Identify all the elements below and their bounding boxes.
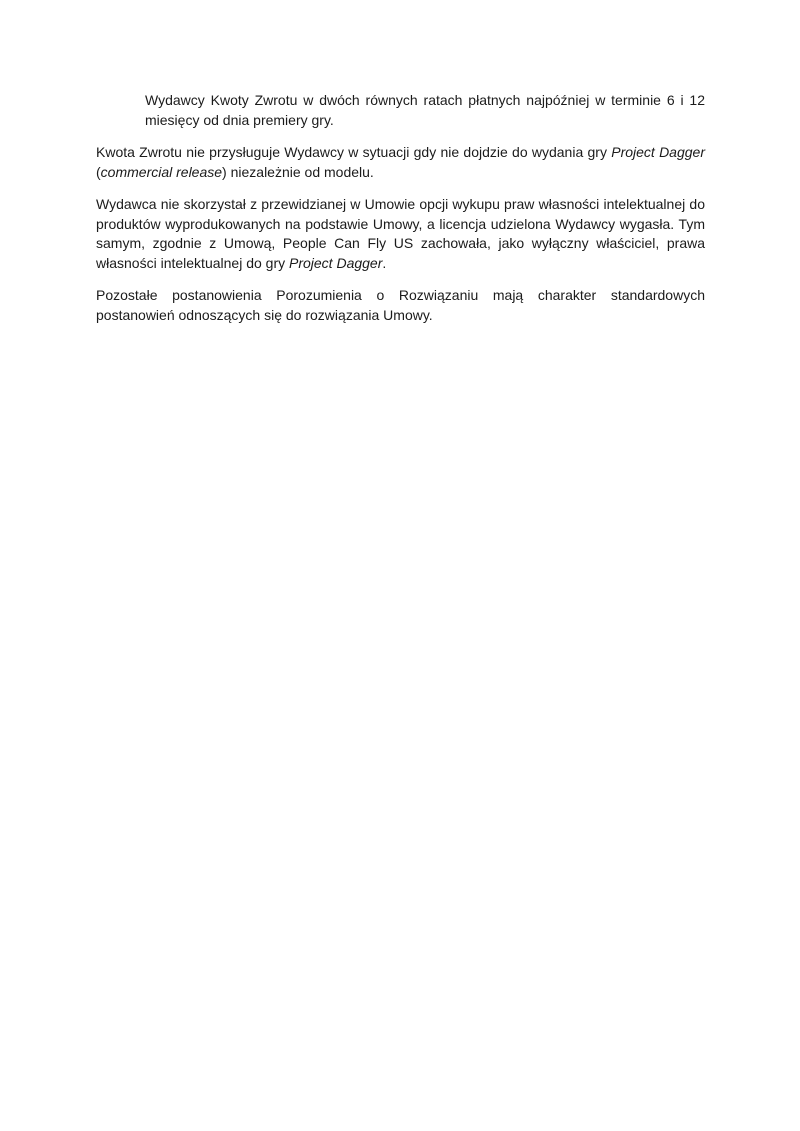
paragraph-refund-condition: [96, 143, 705, 182]
italic-text-run: Project Dagger: [289, 254, 383, 271]
text-run: (: [96, 163, 101, 180]
text-run: Wydawca nie skorzystał z przewidzianej w Umowie opcji wykupu praw własności intelektualnej do produktów wyprodukowanych na podstawie Umowy, a licencja udzielona Wydawcy wygasła. Tym samym, zgodnie z Umową, People Can Fly US zachowała, jako wyłączny właściciel, prawa własności intelektualnej do gry: [96, 196, 705, 271]
italic-text-run: commercial release: [100, 163, 223, 180]
paragraph-remaining-provisions: [96, 286, 705, 325]
text-run: ) niezależnie od modelu.: [222, 163, 374, 180]
paragraph-refund-installments: [145, 91, 705, 130]
paragraph-ip-rights: [96, 195, 705, 273]
text-run: Wydawcy Kwoty Zwrotu w dwóch równych ratach płatnych najpóźniej w terminie 6 i 12 miesięcy od dnia premiery gry.: [145, 92, 705, 128]
text-run: .: [382, 254, 387, 271]
text-run: Pozostałe postanowienia Porozumienia o Rozwiązaniu mają charakter standardowych postanowień odnoszących się do rozwiązania Umowy.: [96, 287, 705, 323]
italic-text-run: Project Dagger: [611, 144, 705, 160]
text-run: Kwota Zwrotu nie przysługuje Wydawcy w sytuacji gdy nie dojdzie do wydania gry: [96, 144, 612, 160]
